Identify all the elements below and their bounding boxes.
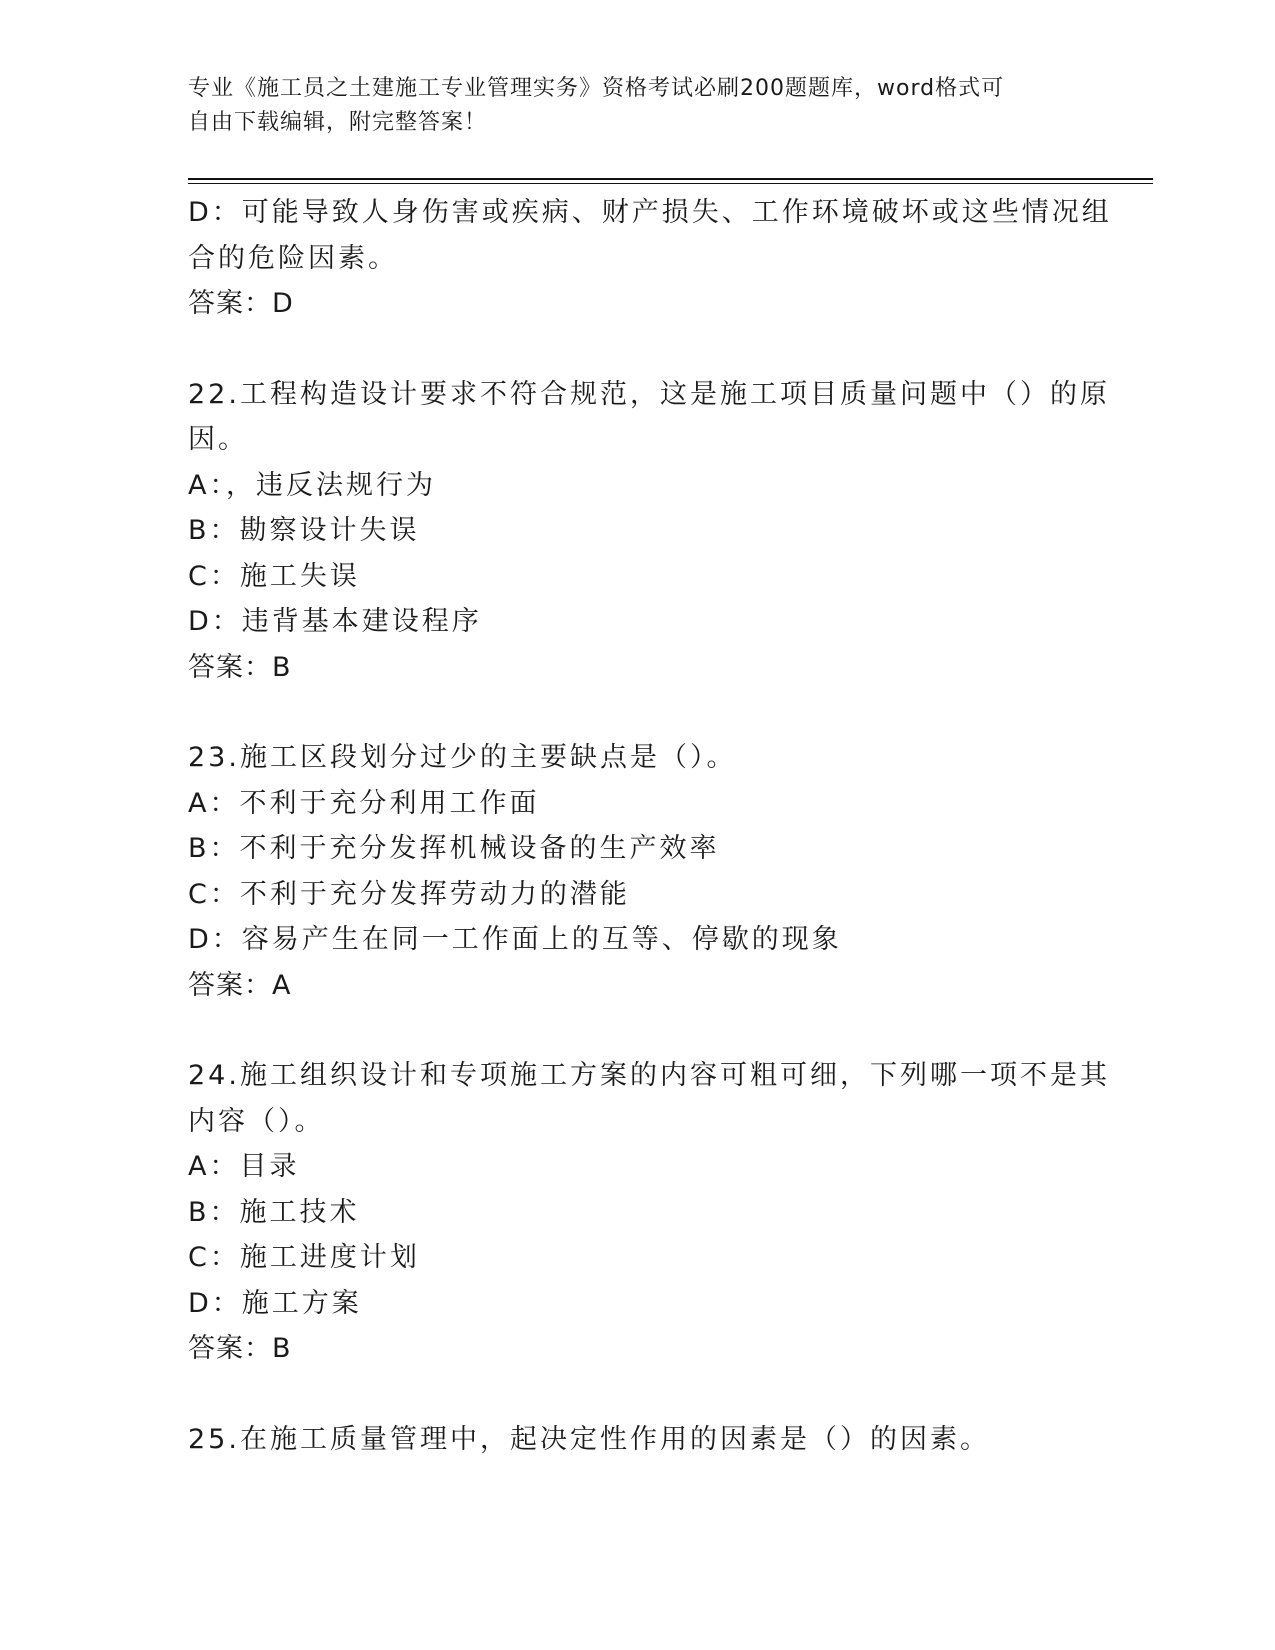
option-b: B：不利于充分发挥机械设备的生产效率 [188, 833, 720, 864]
option-d: D：可能导致人身伤害或疾病、财产损失、工作环境破坏或这些情况组 [188, 197, 1112, 228]
header-line-1: 专业《施工员之土建施工专业管理实务》资格考试必刷200题题库，word格式可 [188, 76, 1005, 101]
option-c: C：施工失误 [188, 560, 360, 592]
option-c: C：不利于充分发挥劳动力的潜能 [188, 878, 630, 910]
question-block-25 [188, 1417, 1088, 1463]
question-stem-continued: 因。 [188, 424, 248, 455]
option-a: A：不利于充分利用工作面 [188, 787, 540, 819]
option-d: D：施工方案 [188, 1287, 362, 1319]
option-b: B：勘察设计失误 [188, 515, 420, 546]
question-block-21-tail [188, 190, 1112, 327]
option-d-continued: 合的危险因素。 [188, 242, 398, 274]
answer-line: 答案：B [188, 651, 292, 683]
answer-line: 答案：A [188, 969, 292, 1001]
option-c: C：施工进度计划 [188, 1242, 420, 1273]
option-b: B：施工技术 [188, 1196, 360, 1228]
question-block-24 [188, 1053, 1110, 1372]
question-list [188, 190, 1112, 1462]
question-block-22 [188, 372, 1110, 691]
option-a: A：目录 [188, 1151, 300, 1182]
header-line-2: 自由下载编辑，附完整答案！ [188, 110, 488, 135]
question-stem: 22.工程构造设计要求不符合规范，这是施工项目质量问题中（）的原 [188, 378, 1110, 410]
option-a: A：，违反法规行为 [188, 469, 436, 501]
answer-line: 答案：B [188, 1333, 292, 1364]
question-stem: 23.施工区段划分过少的主要缺点是（）。 [188, 742, 737, 773]
option-d: D：容易产生在同一工作面上的互等、停歇的现象 [188, 924, 842, 955]
option-d: D：违背基本建设程序 [188, 606, 482, 637]
page-header [188, 72, 1068, 140]
question-stem: 24.施工组织设计和专项施工方案的内容可粗可细，下列哪一项不是其 [188, 1060, 1110, 1091]
question-stem-continued: 内容（）。 [188, 1105, 325, 1137]
question-stem: 25.在施工质量管理中，起决定性作用的因素是（）的因素。 [188, 1423, 990, 1455]
header-divider-thin [188, 183, 1153, 184]
answer-line: 答案：D [188, 288, 294, 319]
header-divider-thick [188, 178, 1153, 180]
question-block-23 [188, 735, 1088, 1008]
